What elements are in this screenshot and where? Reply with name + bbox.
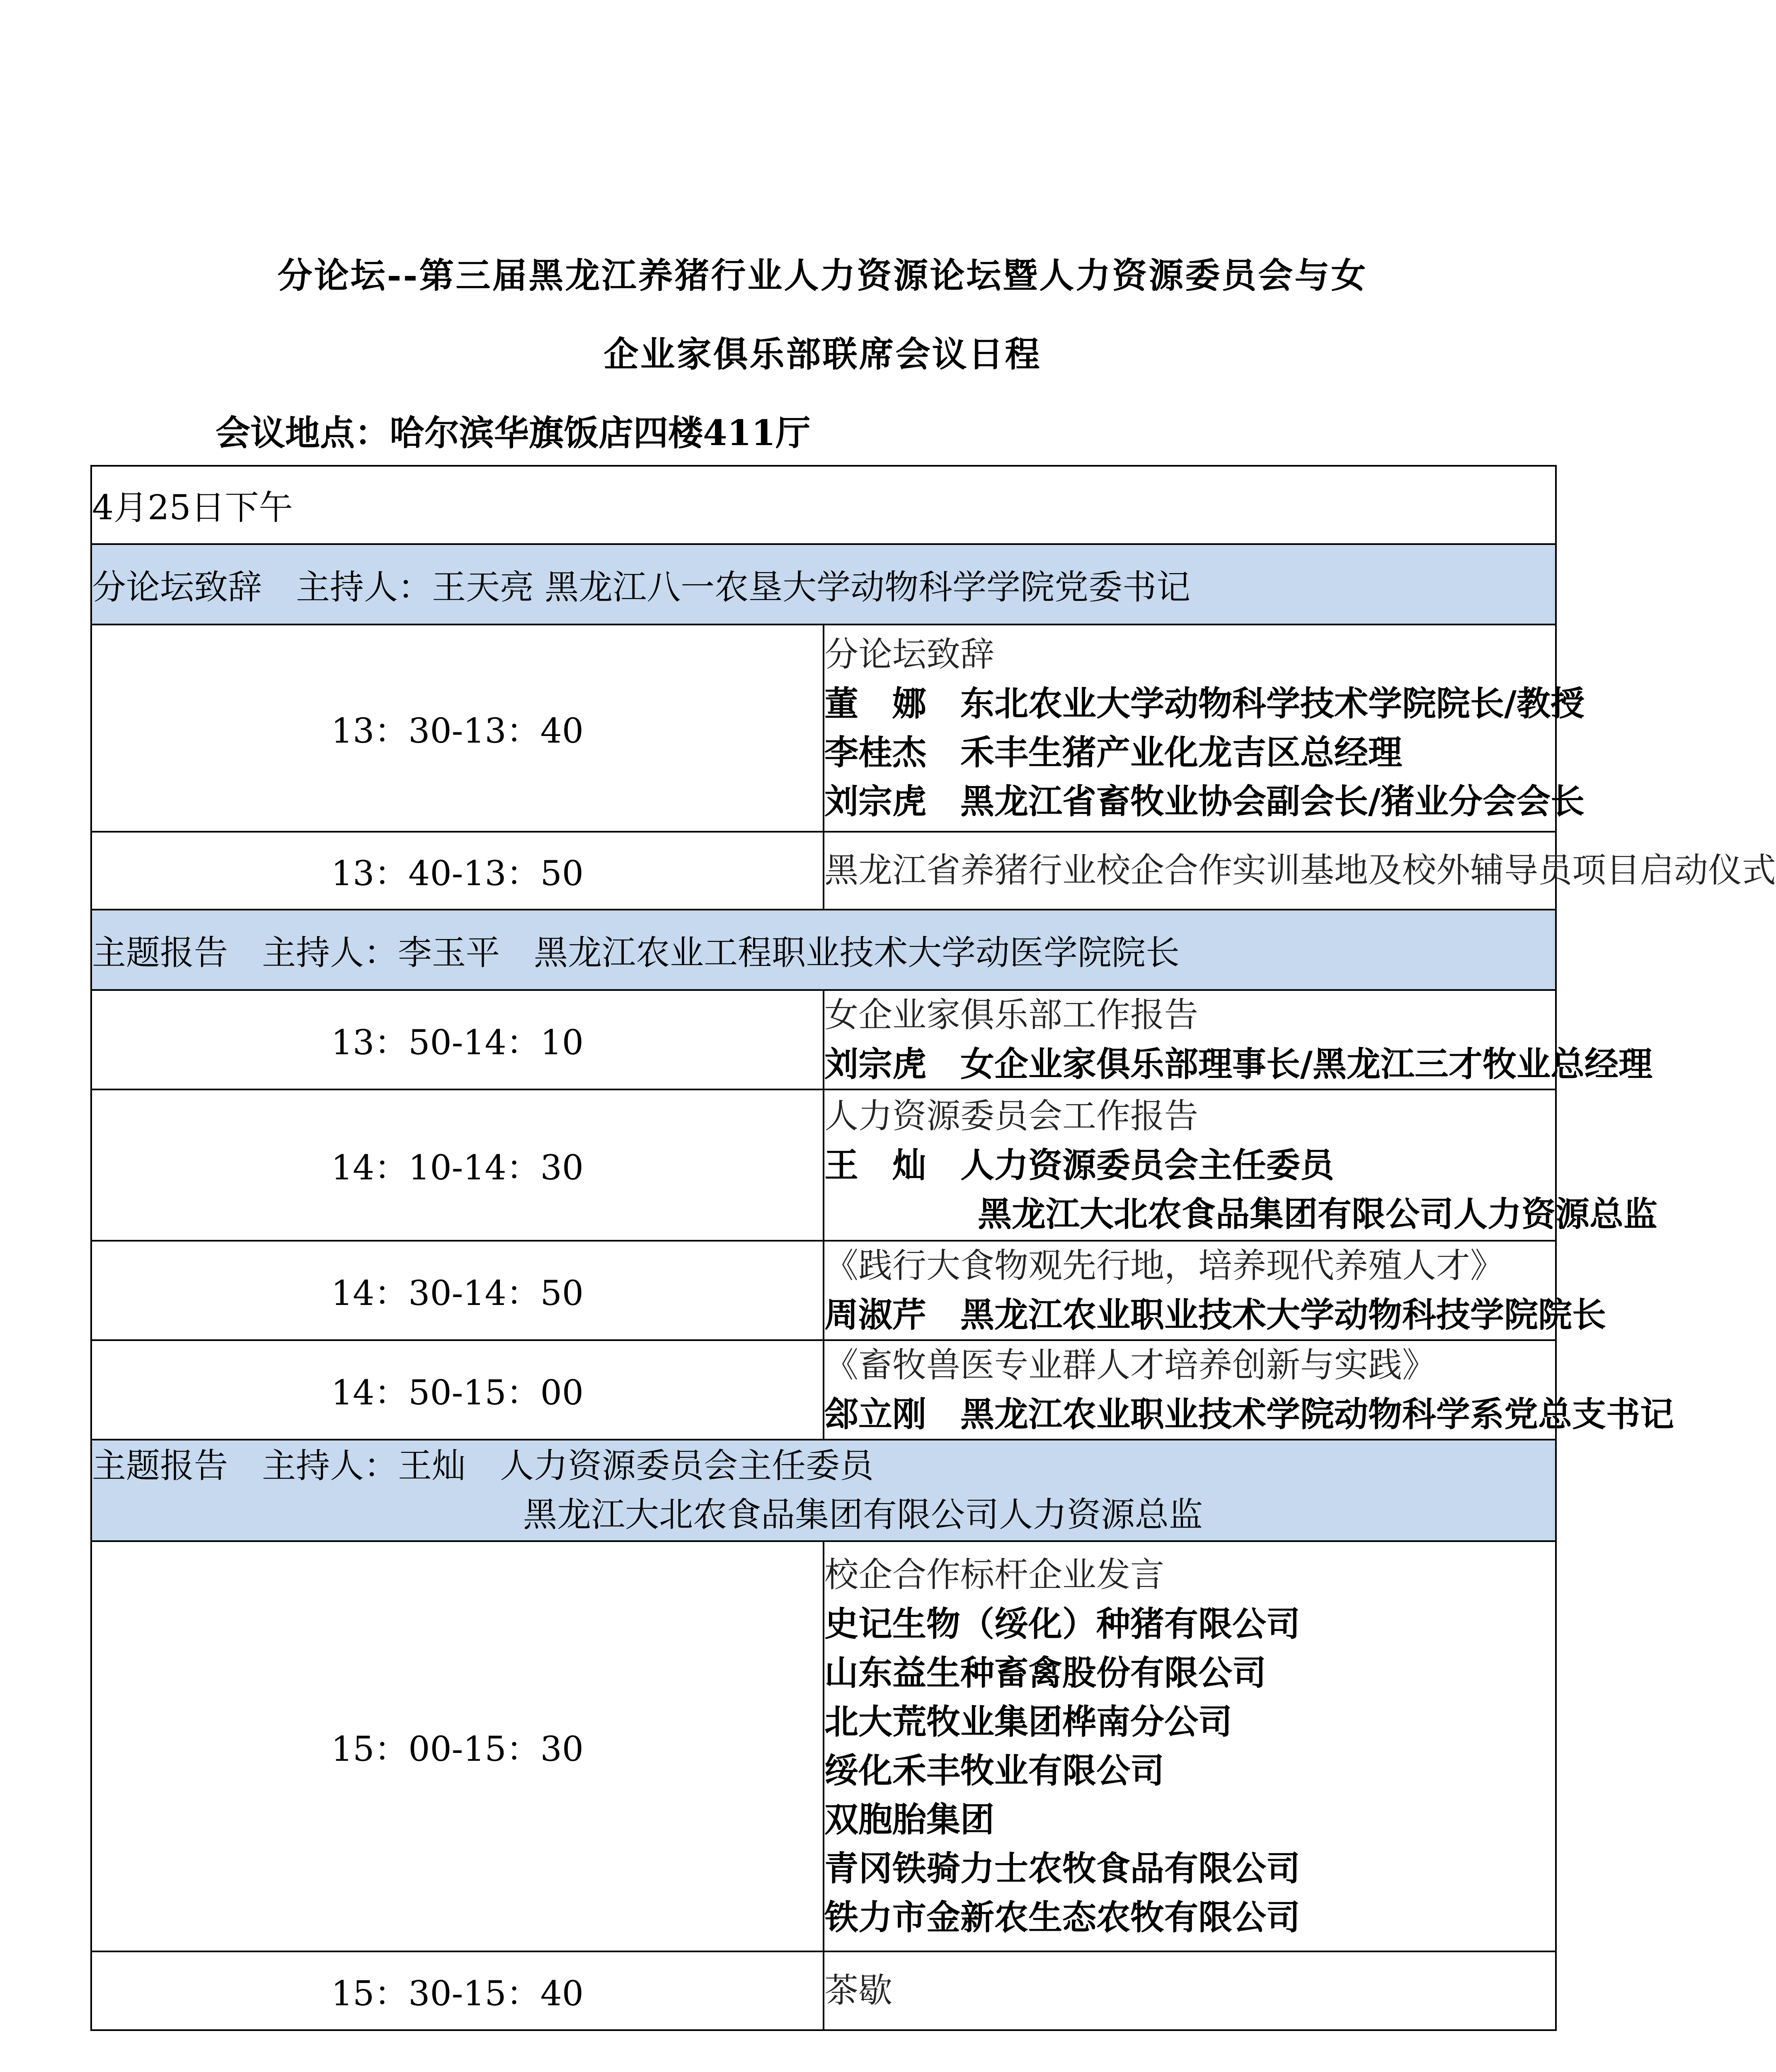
time-cell: 14：50-15：00 bbox=[91, 1340, 824, 1440]
company: 山东益生种畜禽股份有限公司 bbox=[824, 1653, 1267, 1693]
content-cell bbox=[824, 625, 1585, 832]
date-row bbox=[91, 466, 1556, 544]
topic: 《畜牧兽医专业群人才培养创新与实践》 bbox=[824, 1346, 1437, 1385]
speaker: 王 灿 人力资源委员会主任委员 bbox=[824, 1145, 1335, 1185]
content-cell bbox=[824, 1541, 1556, 1951]
company: 北大荒牧业集团桦南分公司 bbox=[824, 1702, 1233, 1742]
speaker: 李桂杰 禾丰生猪产业化龙吉区总经理 bbox=[824, 733, 1403, 772]
section-header-keynote-1: 主题报告 主持人：李玉平 黑龙江农业工程职业技术大学动医学院院长 bbox=[91, 910, 1556, 990]
date-cell: 4月25日下午 bbox=[91, 466, 1556, 544]
content-cell bbox=[824, 990, 1652, 1089]
company: 双胞胎集团 bbox=[824, 1800, 995, 1840]
table-row bbox=[91, 625, 1556, 832]
time-cell: 13：40-13：50 bbox=[91, 832, 824, 910]
section-header-keynote-2 bbox=[91, 1440, 1556, 1541]
section-header-line: 主题报告 主持人：王灿 人力资源委员会主任委员 bbox=[92, 1446, 874, 1486]
speaker: 刘宗虎 女企业家俱乐部理事长/黑龙江三才牧业总经理 bbox=[824, 1044, 1652, 1084]
time-cell: 14：10-14：30 bbox=[91, 1089, 824, 1241]
content-cell bbox=[824, 1951, 1556, 2030]
meeting-venue: 会议地点：哈尔滨华旗饭店四楼411厅 bbox=[216, 412, 811, 453]
section-header-welcome: 分论坛致辞 主持人：王天亮 黑龙江八一农垦大学动物科学学院党委书记 bbox=[91, 544, 1556, 625]
content-cell bbox=[824, 1340, 1674, 1440]
content-cell bbox=[824, 1241, 1606, 1340]
schedule-table bbox=[90, 465, 1776, 2031]
section-header-line: 黑龙江大北农食品集团有限公司人力资源总监 bbox=[523, 1495, 1203, 1535]
time-cell: 13：30-13：40 bbox=[91, 625, 824, 832]
topic: 黑龙江省养猪行业校企合作实训基地及校外辅导员项目启动仪式 bbox=[824, 851, 1776, 890]
time-cell: 14：30-14：50 bbox=[91, 1241, 824, 1340]
topic: 校企合作标杆企业发言 bbox=[824, 1555, 1165, 1595]
section-header-row bbox=[91, 910, 1556, 990]
speaker: 刘宗虎 黑龙江省畜牧业协会副会长/猪业分会会长 bbox=[824, 782, 1585, 821]
table-row bbox=[91, 832, 1556, 910]
content-cell bbox=[824, 832, 1776, 910]
table-row bbox=[91, 1541, 1556, 1951]
topic: 茶歇 bbox=[824, 1971, 893, 2010]
table-row bbox=[91, 990, 1556, 1089]
speaker: 郐立刚 黑龙江农业职业技术学院动物科学系党总支书记 bbox=[824, 1394, 1674, 1434]
table-row bbox=[91, 1340, 1556, 1440]
time-cell: 15：00-15：30 bbox=[91, 1541, 824, 1951]
company: 青冈铁骑力士农牧食品有限公司 bbox=[824, 1849, 1301, 1888]
table-row bbox=[91, 1951, 1556, 2030]
topic: 女企业家俱乐部工作报告 bbox=[824, 995, 1199, 1035]
topic: 《践行大食物观先行地，培养现代养殖人才》 bbox=[824, 1246, 1505, 1285]
company: 绥化禾丰牧业有限公司 bbox=[824, 1751, 1165, 1791]
speaker: 周淑芹 黑龙江农业职业技术大学动物科技学院院长 bbox=[824, 1295, 1606, 1335]
table-row bbox=[91, 1241, 1556, 1340]
content-cell bbox=[824, 1089, 1658, 1241]
document-title-line1: 分论坛--第三届黑龙江养猪行业人力资源论坛暨人力资源委员会与女 bbox=[277, 255, 1368, 296]
section-header-row bbox=[91, 544, 1556, 625]
company: 铁力市金新农生态农牧有限公司 bbox=[824, 1898, 1301, 1937]
topic: 分论坛致辞 bbox=[824, 635, 995, 674]
topic: 人力资源委员会工作报告 bbox=[824, 1096, 1199, 1136]
speaker-affiliation: 黑龙江大北农食品集团有限公司人力资源总监 bbox=[978, 1194, 1658, 1234]
time-cell: 13：50-14：10 bbox=[91, 990, 824, 1089]
company: 史记生物（绥化）种猪有限公司 bbox=[824, 1604, 1301, 1644]
speaker: 董 娜 东北农业大学动物科学技术学院院长/教授 bbox=[824, 684, 1585, 724]
table-row bbox=[91, 1089, 1556, 1241]
section-header-row bbox=[91, 1440, 1556, 1541]
time-cell: 15：30-15：40 bbox=[91, 1951, 824, 2030]
document-title-line2: 企业家俱乐部联席会议日程 bbox=[603, 334, 1042, 375]
